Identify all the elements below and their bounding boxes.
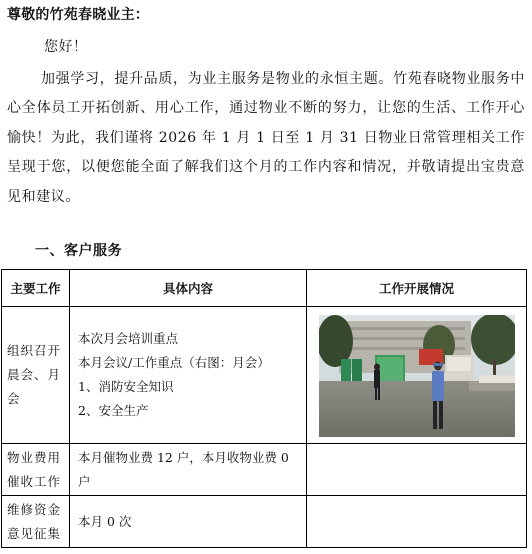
section-title: 一、客户服务 bbox=[35, 243, 122, 259]
table-row bbox=[2, 496, 527, 548]
content-cell bbox=[70, 496, 307, 548]
header-details: 具体内容 bbox=[70, 270, 307, 307]
content-line: 本月催物业费 12 户，本月收物业费 0 户 bbox=[78, 449, 289, 489]
header-main-task: 主要工作 bbox=[2, 270, 70, 307]
progress-cell bbox=[307, 307, 527, 444]
task-cell: 组织召开晨会、月会 bbox=[2, 307, 70, 444]
content-line: 1、消防安全知识 bbox=[78, 379, 174, 394]
content-cell bbox=[70, 307, 307, 444]
content-line: 本月 0 次 bbox=[78, 513, 132, 529]
content-line: 本月会议/工作重点（右图：月会） bbox=[78, 355, 270, 370]
table-header-row bbox=[2, 270, 527, 307]
task-cell: 物业费用催收工作 bbox=[2, 444, 70, 496]
content-line: 本次月会培训重点 bbox=[78, 331, 179, 346]
salutation: 您好！ bbox=[44, 39, 88, 55]
progress-cell bbox=[307, 496, 527, 548]
content-cell bbox=[70, 444, 307, 496]
table-row bbox=[2, 307, 527, 444]
progress-cell bbox=[307, 444, 527, 496]
intro-paragraph: 加强学习，提升品质，为业主服务是物业的永恒主题。竹苑春晓物业服务中心全体员工开拓创新、用心工作，通过物业不断的努力，让您的生活、工作开心愉快！为此，我们谨将 2026 年 1 月 1 日至 1 月 31 日物业日常管理相关工作呈现于您，以便您能全面了解我们这个月的工作内容和情况，并敬请提出宝贵意见和建议。 bbox=[7, 71, 525, 205]
customer-service-table bbox=[1, 269, 527, 548]
task-cell: 维修资金意见征集 bbox=[2, 496, 70, 548]
header-progress: 工作开展情况 bbox=[307, 270, 527, 307]
content-line: 2、安全生产 bbox=[78, 403, 149, 418]
greeting: 尊敬的竹苑春晓业主： bbox=[7, 7, 149, 23]
table-row bbox=[2, 444, 527, 496]
monthly-meeting-photo bbox=[319, 315, 515, 437]
